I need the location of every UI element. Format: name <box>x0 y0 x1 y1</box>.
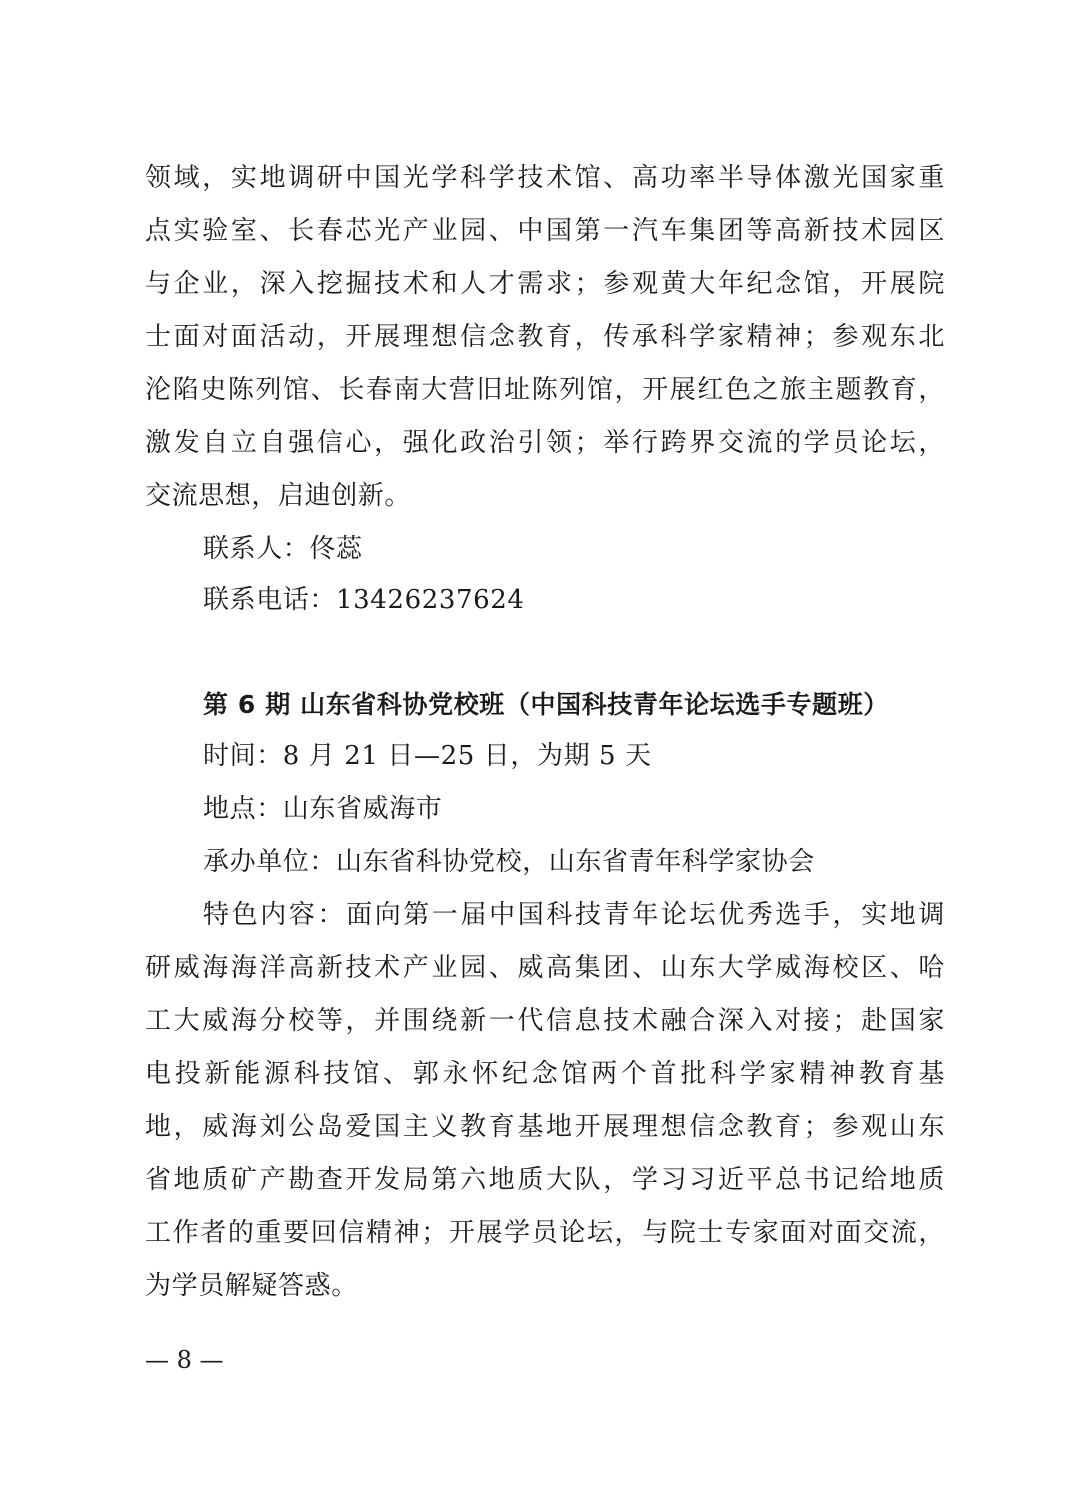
body-line: 与企业，深入挖掘技术和人才需求；参观黄大年纪念馆，开展院 <box>145 269 945 299</box>
features-line: 地，威海刘公岛爱国主义教育基地开展理想信念教育；参观山东 <box>145 1112 945 1142</box>
body-line: 沦陷史陈列馆、长春南大营旧址陈列馆，开展红色之旅主题教育， <box>145 375 945 405</box>
event-organizer: 承办单位：山东省科协党校，山东省青年科学家协会 <box>203 847 815 877</box>
section-heading: 第 6 期 山东省科协党校班（中国科技青年论坛选手专题班） <box>203 690 889 719</box>
contact-phone: 联系电话：13426237624 <box>203 585 525 615</box>
features-line: 工作者的重要回信精神；开展学员论坛，与院士专家面对面交流， <box>145 1218 945 1248</box>
event-location: 地点：山东省威海市 <box>203 794 443 824</box>
body-line: 士面对面活动，开展理想信念教育，传承科学家精神；参观东北 <box>145 322 945 352</box>
features-line: 工大威海分校等，并围绕新一代信息技术融合深入对接；赴国家 <box>145 1006 945 1036</box>
features-line: 省地质矿产勘查开发局第六地质大队，学习习近平总书记给地质 <box>145 1165 945 1195</box>
features-line: 电投新能源科技馆、郭永怀纪念馆两个首批科学家精神教育基 <box>145 1059 945 1089</box>
body-line: 点实验室、长春芯光产业园、中国第一汽车集团等高新技术园区 <box>145 216 945 246</box>
contact-person: 联系人：佟蕊 <box>203 534 363 564</box>
event-time: 时间：8 月 21 日—25 日，为期 5 天 <box>203 741 652 771</box>
body-line: 激发自立自强信心，强化政治引领；举行跨界交流的学员论坛， <box>145 428 945 458</box>
features-line: 研威海海洋高新技术产业园、威高集团、山东大学威海校区、哈 <box>145 953 945 983</box>
features-line: 特色内容：面向第一届中国科技青年论坛优秀选手，实地调 <box>203 900 945 930</box>
body-line: 领域，实地调研中国光学科学技术馆、高功率半导体激光国家重 <box>145 163 945 193</box>
body-line: 交流思想，启迪创新。 <box>145 481 412 511</box>
features-line: 为学员解疑答惑。 <box>145 1271 358 1301</box>
page-number: — 8 — <box>145 1346 224 1374</box>
